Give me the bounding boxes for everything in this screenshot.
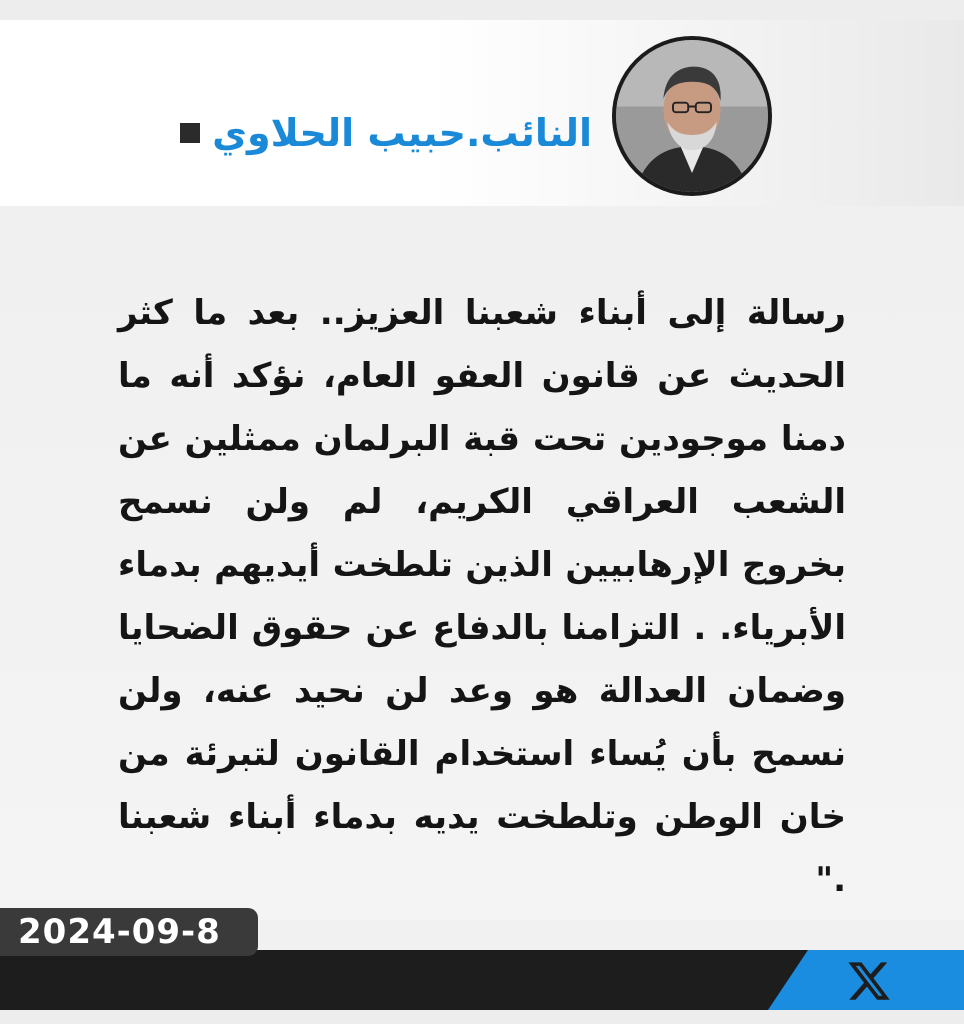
date-badge [0, 908, 258, 956]
header-name-row [180, 98, 592, 168]
x-logo-icon [846, 958, 892, 1004]
top-strip [0, 0, 964, 20]
avatar [612, 36, 772, 196]
avatar-portrait-icon [616, 40, 768, 192]
post-date: 2024-09-8 [18, 912, 221, 952]
author-name: النائب.حبيب الحلاوي [212, 111, 592, 155]
footer-strip [0, 1010, 964, 1024]
square-bullet-icon [180, 123, 200, 143]
message-text: رسالة إلى أبناء شعبنا العزيز.. بعد ما كثر الحديث عن قانون العفو العام، نؤكد أنه ما دمنا موجودين تحت قبة البرلمان ممثلين عن الشعب العراقي الكريم، لم ولن نسمح بخروج الإرهابيين الذين تلطخت أيديهم بدماء الأبرياء. . التزامنا بالدفاع عن حقوق الضحايا وضمان العدالة هو وعد لن نحيد عنه، ولن نسمح بأن يُساء استخدام القانون لتبرئة من خان الوطن وتلطخت يديه بدماء أبناء شعبنا ." [118, 293, 846, 900]
